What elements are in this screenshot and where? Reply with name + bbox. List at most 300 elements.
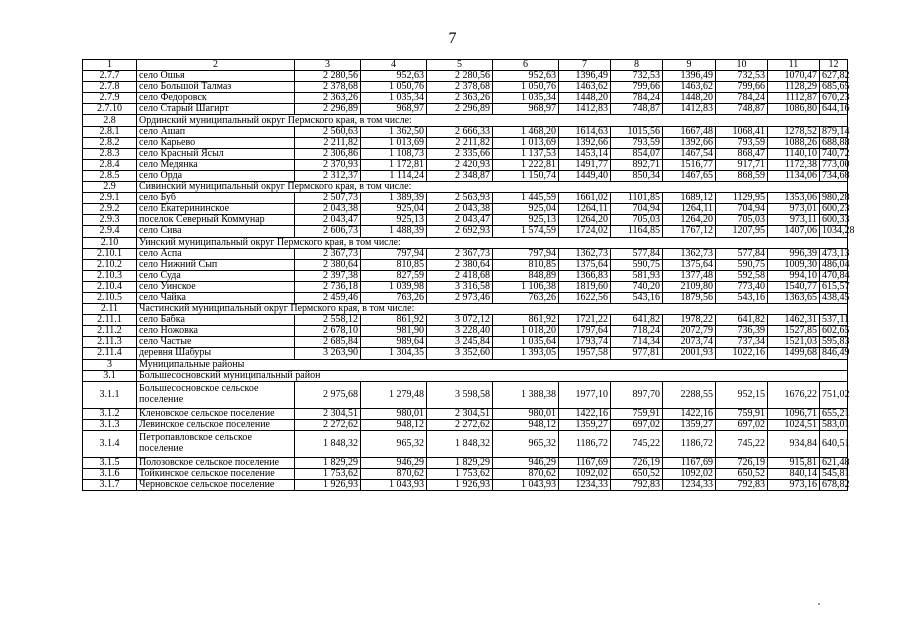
row-number: 2.11 xyxy=(83,304,137,315)
value-cell: 1 279,48 xyxy=(361,381,427,408)
value-cell: 1 108,73 xyxy=(361,148,427,159)
value-cell: 2 420,93 xyxy=(427,159,493,170)
value-cell: 1463,62 xyxy=(559,82,611,93)
value-cell: 879,14 xyxy=(820,126,848,137)
value-cell: 925,04 xyxy=(493,204,559,215)
value-cell: 925,13 xyxy=(493,215,559,226)
value-cell: 810,85 xyxy=(493,259,559,270)
value-cell: 1 829,29 xyxy=(295,457,361,468)
value-cell: 1767,12 xyxy=(663,226,716,237)
value-cell: 980,28 xyxy=(820,193,848,204)
table-row xyxy=(83,337,848,348)
value-cell: 745,22 xyxy=(716,430,768,457)
value-cell: 968,97 xyxy=(361,104,427,115)
value-cell: 688,88 xyxy=(820,137,848,148)
value-cell: 952,63 xyxy=(361,71,427,82)
table-row xyxy=(83,93,848,104)
settlement-name: село Федоровск xyxy=(137,93,295,104)
value-cell: 1359,27 xyxy=(559,419,611,430)
value-cell: 1449,40 xyxy=(559,170,611,181)
value-cell: 2 378,68 xyxy=(295,82,361,93)
row-number: 2.8.2 xyxy=(83,137,137,148)
value-cell: 2001,93 xyxy=(663,348,716,359)
value-cell: 2 211,82 xyxy=(427,137,493,148)
settlement-name: село Нижний Сып xyxy=(137,259,295,270)
table-row xyxy=(83,270,848,281)
value-cell: 641,82 xyxy=(716,315,768,326)
value-cell: 470,84 xyxy=(820,270,848,281)
value-cell: 1092,02 xyxy=(663,469,716,480)
value-cell: 2 043,38 xyxy=(295,204,361,215)
value-cell: 1448,20 xyxy=(559,93,611,104)
value-cell: 2 367,73 xyxy=(427,248,493,259)
value-cell: 1 574,59 xyxy=(493,226,559,237)
value-cell: 850,34 xyxy=(611,170,663,181)
value-cell: 2 418,68 xyxy=(427,270,493,281)
settlement-name: село Частые xyxy=(137,337,295,348)
value-cell: 1207,95 xyxy=(716,226,768,237)
value-cell: 1 039,98 xyxy=(361,281,427,292)
value-cell: 1377,48 xyxy=(663,270,716,281)
settlement-name: село Большой Талмаз xyxy=(137,82,295,93)
table-row xyxy=(83,326,848,337)
value-cell: 1527,85 xyxy=(768,326,820,337)
value-cell: 1392,66 xyxy=(559,137,611,148)
value-cell: 1 393,05 xyxy=(493,348,559,359)
value-cell: 1164,85 xyxy=(611,226,663,237)
value-cell: 973,16 xyxy=(768,480,820,491)
value-cell: 650,52 xyxy=(716,469,768,480)
value-cell: 1 848,32 xyxy=(295,430,361,457)
value-cell: 1172,38 xyxy=(768,159,820,170)
settlement-name: село Ошья xyxy=(137,71,295,82)
value-cell: 2 306,86 xyxy=(295,148,361,159)
value-cell: 748,87 xyxy=(716,104,768,115)
table-row xyxy=(83,215,848,226)
value-cell: 946,29 xyxy=(361,457,427,468)
value-cell: 854,07 xyxy=(611,148,663,159)
row-number: 3.1.2 xyxy=(83,408,137,419)
row-number: 3.1.1 xyxy=(83,381,137,408)
value-cell: 1540,77 xyxy=(768,281,820,292)
value-cell: 581,93 xyxy=(611,270,663,281)
row-number: 2.9.2 xyxy=(83,204,137,215)
value-cell: 678,82 xyxy=(820,480,848,491)
section-title: Частинский муниципальный округ Пермского края, в том числе: xyxy=(137,304,848,315)
value-cell: 965,32 xyxy=(493,430,559,457)
row-number: 2.10 xyxy=(83,237,137,248)
value-cell: 1366,83 xyxy=(559,270,611,281)
value-cell: 2072,79 xyxy=(663,326,716,337)
settlement-name: Петропавловское сельское поселение xyxy=(137,430,295,457)
table-row xyxy=(83,259,848,270)
column-header: 3 xyxy=(295,60,361,71)
column-header: 11 xyxy=(768,60,820,71)
value-cell: 2 296,89 xyxy=(295,104,361,115)
value-cell: 948,12 xyxy=(361,419,427,430)
row-number: 2.7.9 xyxy=(83,93,137,104)
value-cell: 1 829,29 xyxy=(427,457,493,468)
value-cell: 2 335,66 xyxy=(427,148,493,159)
column-header: 2 xyxy=(137,60,295,71)
table-row xyxy=(83,82,848,93)
section-row xyxy=(83,370,848,381)
value-cell: 1375,64 xyxy=(663,259,716,270)
value-cell: 641,82 xyxy=(611,315,663,326)
value-cell: 718,24 xyxy=(611,326,663,337)
value-cell: 2 397,38 xyxy=(295,270,361,281)
value-cell: 543,16 xyxy=(611,292,663,303)
settlement-name: деревня Шабуры xyxy=(137,348,295,359)
value-cell: 737,34 xyxy=(716,337,768,348)
value-cell: 1 848,32 xyxy=(427,430,493,457)
value-cell: 1362,73 xyxy=(663,248,716,259)
table-row xyxy=(83,281,848,292)
value-cell: 793,59 xyxy=(611,137,663,148)
column-header: 8 xyxy=(611,60,663,71)
value-cell: 1463,62 xyxy=(663,82,716,93)
section-row xyxy=(83,182,848,193)
settlement-name: Полозовское сельское поселение xyxy=(137,457,295,468)
value-cell: 2 692,93 xyxy=(427,226,493,237)
settlement-name: Тойкинское сельское поселение xyxy=(137,469,295,480)
value-cell: 1 388,38 xyxy=(493,381,559,408)
value-cell: 792,83 xyxy=(716,480,768,491)
value-cell: 763,26 xyxy=(493,292,559,303)
value-cell: 705,03 xyxy=(716,215,768,226)
value-cell: 3 263,90 xyxy=(295,348,361,359)
value-cell: 1 050,76 xyxy=(493,82,559,93)
value-cell: 1070,47 xyxy=(768,71,820,82)
value-cell: 948,12 xyxy=(493,419,559,430)
value-cell: 840,14 xyxy=(768,469,820,480)
value-cell: 1448,20 xyxy=(663,93,716,104)
value-cell: 2 378,68 xyxy=(427,82,493,93)
value-cell: 1359,27 xyxy=(663,419,716,430)
value-cell: 1 304,35 xyxy=(361,348,427,359)
value-cell: 1264,20 xyxy=(559,215,611,226)
value-cell: 934,84 xyxy=(768,430,820,457)
value-cell: 543,16 xyxy=(716,292,768,303)
settlement-name: село Суда xyxy=(137,270,295,281)
value-cell: 1101,85 xyxy=(611,193,663,204)
value-cell: 1 050,76 xyxy=(361,82,427,93)
value-cell: 915,81 xyxy=(768,457,820,468)
section-title: Муниципальные районы xyxy=(137,359,848,370)
value-cell: 1 488,39 xyxy=(361,226,427,237)
value-cell: 773,40 xyxy=(716,281,768,292)
row-number: 2.9.1 xyxy=(83,193,137,204)
table-row xyxy=(83,159,848,170)
value-cell: 1689,12 xyxy=(663,193,716,204)
table-row xyxy=(83,408,848,419)
value-cell: 2 367,73 xyxy=(295,248,361,259)
value-cell: 1 114,24 xyxy=(361,170,427,181)
settlement-name: Кленовское сельское поселение xyxy=(137,408,295,419)
table-header-row xyxy=(83,60,848,71)
row-number: 3.1.7 xyxy=(83,480,137,491)
row-number: 2.8.4 xyxy=(83,159,137,170)
value-cell: 583,01 xyxy=(820,419,848,430)
value-cell: 1009,30 xyxy=(768,259,820,270)
value-cell: 2 312,37 xyxy=(295,170,361,181)
row-number: 2.11.4 xyxy=(83,348,137,359)
value-cell: 2 363,26 xyxy=(427,93,493,104)
value-cell: 1978,22 xyxy=(663,315,716,326)
value-cell: 734,68 xyxy=(820,170,848,181)
value-cell: 1096,71 xyxy=(768,408,820,419)
value-cell: 773,00 xyxy=(820,159,848,170)
value-cell: 2 606,73 xyxy=(295,226,361,237)
value-cell: 644,16 xyxy=(820,104,848,115)
value-cell: 1068,41 xyxy=(716,126,768,137)
value-cell: 2 363,26 xyxy=(295,93,361,104)
value-cell: 1092,02 xyxy=(559,469,611,480)
column-header: 7 xyxy=(559,60,611,71)
row-number: 2.7.8 xyxy=(83,82,137,93)
value-cell: 1879,56 xyxy=(663,292,716,303)
row-number: 2.10.1 xyxy=(83,248,137,259)
value-cell: 704,94 xyxy=(611,204,663,215)
value-cell: 3 352,60 xyxy=(427,348,493,359)
value-cell: 615,57 xyxy=(820,281,848,292)
row-number: 3.1 xyxy=(83,370,137,381)
value-cell: 2 558,12 xyxy=(295,315,361,326)
row-number: 2.10.2 xyxy=(83,259,137,270)
value-cell: 1022,16 xyxy=(716,348,768,359)
value-cell: 1 389,39 xyxy=(361,193,427,204)
value-cell: 2 380,64 xyxy=(427,259,493,270)
value-cell: 892,71 xyxy=(611,159,663,170)
settlement-name: село Красный Ясыл xyxy=(137,148,295,159)
value-cell: 1353,06 xyxy=(768,193,820,204)
value-cell: 745,22 xyxy=(611,430,663,457)
value-cell: 1 468,20 xyxy=(493,126,559,137)
table-row xyxy=(83,457,848,468)
value-cell: 748,87 xyxy=(611,104,663,115)
value-cell: 1622,56 xyxy=(559,292,611,303)
settlement-name: село Карьево xyxy=(137,137,295,148)
table-row xyxy=(83,348,848,359)
value-cell: 1186,72 xyxy=(663,430,716,457)
value-cell: 1 043,93 xyxy=(361,480,427,491)
row-number: 2.9.4 xyxy=(83,226,137,237)
value-cell: 2 560,63 xyxy=(295,126,361,137)
value-cell: 1491,77 xyxy=(559,159,611,170)
section-title: Большесосновский муниципальный район xyxy=(137,370,848,381)
table-row xyxy=(83,204,848,215)
value-cell: 3 245,84 xyxy=(427,337,493,348)
row-number: 2.7.7 xyxy=(83,71,137,82)
table-row xyxy=(83,248,848,259)
value-cell: 973,11 xyxy=(768,215,820,226)
value-cell: 1721,22 xyxy=(559,315,611,326)
value-cell: 799,66 xyxy=(611,82,663,93)
value-cell: 2 304,51 xyxy=(427,408,493,419)
value-cell: 1 013,69 xyxy=(361,137,427,148)
row-number: 2.10.3 xyxy=(83,270,137,281)
value-cell: 797,94 xyxy=(493,248,559,259)
value-cell: 1 222,81 xyxy=(493,159,559,170)
value-cell: 732,53 xyxy=(611,71,663,82)
value-cell: 1 172,81 xyxy=(361,159,427,170)
value-cell: 1128,29 xyxy=(768,82,820,93)
value-cell: 1516,77 xyxy=(663,159,716,170)
value-cell: 1 753,62 xyxy=(427,469,493,480)
value-cell: 1422,16 xyxy=(663,408,716,419)
value-cell: 2 563,93 xyxy=(427,193,493,204)
settlement-name: село Аспа xyxy=(137,248,295,259)
value-cell: 537,11 xyxy=(820,315,848,326)
value-cell: 952,15 xyxy=(716,381,768,408)
value-cell: 1088,26 xyxy=(768,137,820,148)
column-header: 6 xyxy=(493,60,559,71)
row-number: 3 xyxy=(83,359,137,370)
value-cell: 973,01 xyxy=(768,204,820,215)
section-title: Ординский муниципальный округ Пермского края, в том числе: xyxy=(137,115,848,126)
value-cell: 2073,74 xyxy=(663,337,716,348)
value-cell: 1467,54 xyxy=(663,148,716,159)
column-header: 12 xyxy=(820,60,848,71)
value-cell: 2 211,82 xyxy=(295,137,361,148)
value-cell: 2 043,38 xyxy=(427,204,493,215)
table-row xyxy=(83,292,848,303)
value-cell: 726,19 xyxy=(716,457,768,468)
value-cell: 1264,20 xyxy=(663,215,716,226)
value-cell: 810,85 xyxy=(361,259,427,270)
value-cell: 897,70 xyxy=(611,381,663,408)
value-cell: 1375,64 xyxy=(559,259,611,270)
value-cell: 784,24 xyxy=(611,93,663,104)
value-cell: 577,84 xyxy=(611,248,663,259)
settlement-name: село Ашап xyxy=(137,126,295,137)
value-cell: 799,66 xyxy=(716,82,768,93)
column-header: 5 xyxy=(427,60,493,71)
row-number: 2.9.3 xyxy=(83,215,137,226)
value-cell: 2 507,73 xyxy=(295,193,361,204)
row-number: 2.8.1 xyxy=(83,126,137,137)
value-cell: 705,03 xyxy=(611,215,663,226)
value-cell: 2 459,46 xyxy=(295,292,361,303)
value-cell: 1167,69 xyxy=(559,457,611,468)
value-cell: 1 137,53 xyxy=(493,148,559,159)
settlement-name: поселок Северный Коммунар xyxy=(137,215,295,226)
value-cell: 1422,16 xyxy=(559,408,611,419)
row-number: 3.1.6 xyxy=(83,469,137,480)
value-cell: 640,51 xyxy=(820,430,848,457)
value-cell: 2 280,56 xyxy=(427,71,493,82)
value-cell: 1015,56 xyxy=(611,126,663,137)
value-cell: 577,84 xyxy=(716,248,768,259)
row-number: 2.8.5 xyxy=(83,170,137,181)
table-row xyxy=(83,71,848,82)
value-cell: 784,24 xyxy=(716,93,768,104)
value-cell: 861,92 xyxy=(493,315,559,326)
value-cell: 736,39 xyxy=(716,326,768,337)
value-cell: 751,02 xyxy=(820,381,848,408)
value-cell: 621,48 xyxy=(820,457,848,468)
value-cell: 2288,55 xyxy=(663,381,716,408)
value-cell: 740,72 xyxy=(820,148,848,159)
row-number: 2.9 xyxy=(83,182,137,193)
table-row xyxy=(83,226,848,237)
value-cell: 1467,65 xyxy=(663,170,716,181)
value-cell: 868,47 xyxy=(716,148,768,159)
settlement-name: село Уинское xyxy=(137,281,295,292)
value-cell: 1453,14 xyxy=(559,148,611,159)
value-cell: 1 013,69 xyxy=(493,137,559,148)
value-cell: 1661,02 xyxy=(559,193,611,204)
value-cell: 650,52 xyxy=(611,469,663,480)
value-cell: 473,13 xyxy=(820,248,848,259)
value-cell: 670,23 xyxy=(820,93,848,104)
value-cell: 486,04 xyxy=(820,259,848,270)
table-row xyxy=(83,104,848,115)
settlement-name: село Орда xyxy=(137,170,295,181)
table-row xyxy=(83,419,848,430)
value-cell: 2 736,18 xyxy=(295,281,361,292)
row-number: 2.11.3 xyxy=(83,337,137,348)
value-cell: 759,91 xyxy=(611,408,663,419)
value-cell: 726,19 xyxy=(611,457,663,468)
value-cell: 590,75 xyxy=(716,259,768,270)
value-cell: 2 975,68 xyxy=(295,381,361,408)
value-cell: 1396,49 xyxy=(559,71,611,82)
row-number: 2.11.1 xyxy=(83,315,137,326)
value-cell: 697,02 xyxy=(716,419,768,430)
value-cell: 968,97 xyxy=(493,104,559,115)
value-cell: 3 316,58 xyxy=(427,281,493,292)
tariff-table xyxy=(82,59,855,491)
value-cell: 1264,11 xyxy=(663,204,716,215)
value-cell: 917,71 xyxy=(716,159,768,170)
value-cell: 925,13 xyxy=(361,215,427,226)
value-cell: 1234,33 xyxy=(559,480,611,491)
value-cell: 1667,48 xyxy=(663,126,716,137)
value-cell: 965,32 xyxy=(361,430,427,457)
value-cell: 1362,73 xyxy=(559,248,611,259)
value-cell: 2 304,51 xyxy=(295,408,361,419)
value-cell: 1 035,34 xyxy=(493,93,559,104)
value-cell: 763,26 xyxy=(361,292,427,303)
row-number: 2.10.5 xyxy=(83,292,137,303)
value-cell: 977,81 xyxy=(611,348,663,359)
value-cell: 793,59 xyxy=(716,137,768,148)
value-cell: 827,59 xyxy=(361,270,427,281)
value-cell: 792,83 xyxy=(611,480,663,491)
table-row xyxy=(83,480,848,491)
value-cell: 980,01 xyxy=(361,408,427,419)
settlement-name: Левинское сельское поселение xyxy=(137,419,295,430)
value-cell: 1 150,74 xyxy=(493,170,559,181)
value-cell: 1129,95 xyxy=(716,193,768,204)
value-cell: 1793,74 xyxy=(559,337,611,348)
value-cell: 1278,52 xyxy=(768,126,820,137)
value-cell: 981,90 xyxy=(361,326,427,337)
value-cell: 2 685,84 xyxy=(295,337,361,348)
value-cell: 1412,83 xyxy=(559,104,611,115)
settlement-name: Большесосновское сельское поселение xyxy=(137,381,295,408)
value-cell: 1797,64 xyxy=(559,326,611,337)
value-cell: 2 370,93 xyxy=(295,159,361,170)
value-cell: 1363,65 xyxy=(768,292,820,303)
value-cell: 1521,03 xyxy=(768,337,820,348)
value-cell: 2 973,46 xyxy=(427,292,493,303)
value-cell: 600,23 xyxy=(820,204,848,215)
value-cell: 1 106,38 xyxy=(493,281,559,292)
settlement-name: село Ножовка xyxy=(137,326,295,337)
value-cell: 1 445,59 xyxy=(493,193,559,204)
